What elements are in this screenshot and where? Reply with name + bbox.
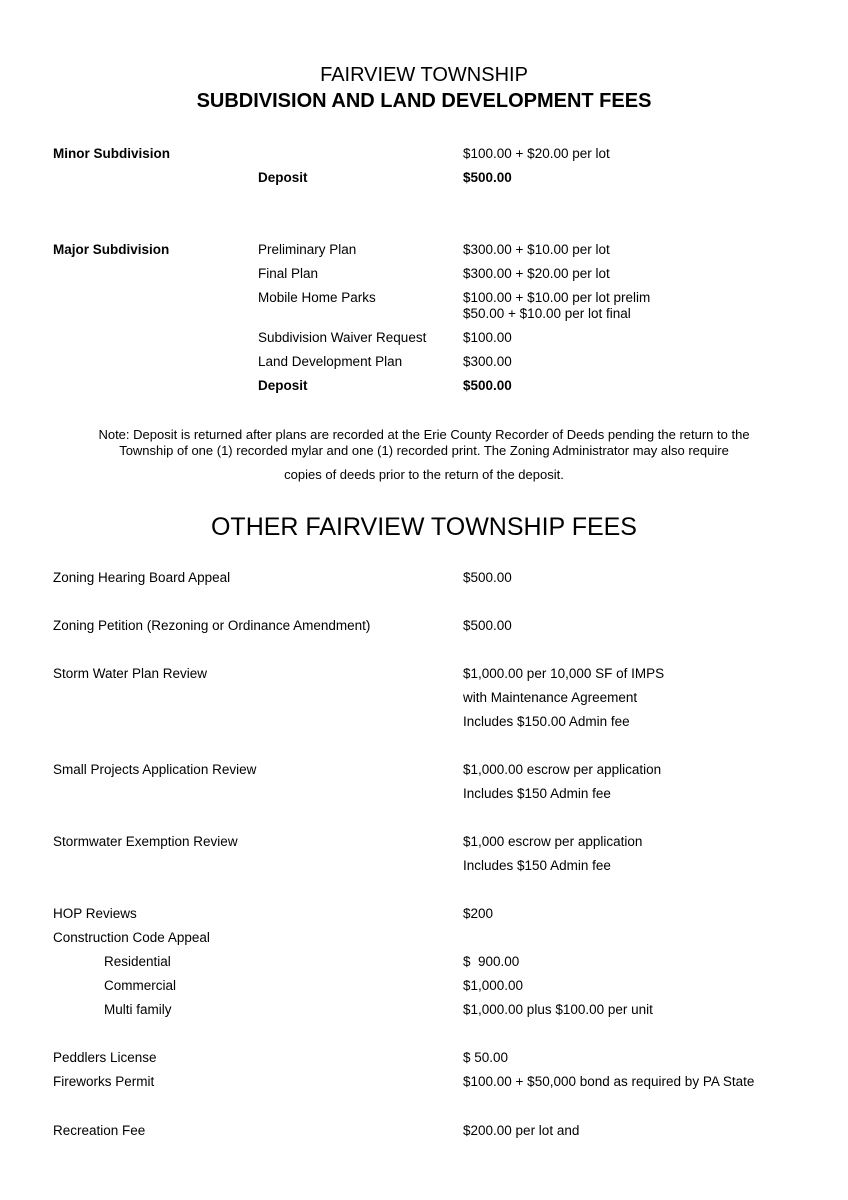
stormwater-exemption-fee-line-2: Includes $150 Admin fee [463, 858, 611, 873]
storm-water-review-fee: $1,000.00 per 10,000 SF of IMPS [463, 666, 665, 681]
mobile-home-parks-fee-prelim: $100.00 + $10.00 per lot prelim [463, 290, 651, 305]
waiver-request-fee: $100.00 [463, 330, 512, 345]
minor-subdivision-fee: $100.00 + $20.00 per lot [463, 146, 610, 161]
land-development-plan-label: Land Development Plan [258, 354, 403, 369]
major-deposit-fee: $500.00 [463, 378, 512, 393]
final-plan-label: Final Plan [258, 266, 319, 281]
minor-deposit-label: Deposit [258, 170, 308, 185]
mobile-home-parks-label: Mobile Home Parks [258, 290, 376, 305]
residential-fee: $ 900.00 [463, 954, 520, 969]
other-fees-title: OTHER FAIRVIEW TOWNSHIP FEES [210, 513, 637, 541]
hop-reviews-fee: $200 [463, 906, 494, 921]
commercial-label: Commercial [104, 978, 177, 993]
zoning-hearing-appeal-label: Zoning Hearing Board Appeal [53, 570, 231, 585]
title-line-1: FAIRVIEW TOWNSHIP [320, 64, 528, 86]
preliminary-plan-fee: $300.00 + $10.00 per lot [463, 242, 610, 257]
note-line-2: Township of one (1) recorded mylar and one (1) recorded print. The Zoning Administrator may also require [119, 443, 729, 458]
residential-label: Residential [104, 954, 171, 969]
zoning-petition-fee: $500.00 [463, 618, 512, 633]
title-line-2: SUBDIVISION AND LAND DEVELOPMENT FEES [196, 90, 652, 112]
recreation-fee-value: $200.00 per lot and [463, 1123, 580, 1138]
storm-water-review-fee-line-2: with Maintenance Agreement [463, 690, 638, 705]
major-subdivision-label: Major Subdivision [53, 242, 170, 257]
commercial-fee: $1,000.00 [463, 978, 524, 993]
final-plan-fee: $300.00 + $20.00 per lot [463, 266, 610, 281]
small-projects-review-label: Small Projects Application Review [53, 762, 257, 777]
small-projects-review-fee-line-2: Includes $150 Admin fee [463, 786, 611, 801]
multi-family-label: Multi family [104, 1002, 172, 1017]
construction-code-appeal-label: Construction Code Appeal [53, 930, 210, 945]
fireworks-permit-label: Fireworks Permit [53, 1074, 155, 1089]
stormwater-exemption-label: Stormwater Exemption Review [53, 834, 238, 849]
mobile-home-parks-fee-final: $50.00 + $10.00 per lot final [463, 306, 631, 321]
small-projects-review-fee: $1,000.00 escrow per application [463, 762, 662, 777]
minor-subdivision-label: Minor Subdivision [53, 146, 170, 161]
fireworks-permit-fee: $100.00 + $50,000 bond as required by PA State [463, 1074, 755, 1089]
recreation-fee-label: Recreation Fee [53, 1123, 146, 1138]
waiver-request-label: Subdivision Waiver Request [258, 330, 427, 345]
hop-reviews-label: HOP Reviews [53, 906, 137, 921]
multi-family-fee: $1,000.00 plus $100.00 per unit [463, 1002, 653, 1017]
peddlers-license-fee: $ 50.00 [463, 1050, 509, 1065]
minor-deposit-fee: $500.00 [463, 170, 512, 185]
note-line-3: copies of deeds prior to the return of the deposit. [284, 467, 564, 482]
stormwater-exemption-fee: $1,000 escrow per application [463, 834, 643, 849]
peddlers-license-label: Peddlers License [53, 1050, 157, 1065]
note-line-1: Note: Deposit is returned after plans are recorded at the Erie County Recorder of Deeds pending the return to the [98, 427, 750, 442]
land-development-plan-fee: $300.00 [463, 354, 512, 369]
storm-water-review-label: Storm Water Plan Review [53, 666, 208, 681]
major-deposit-label: Deposit [258, 378, 308, 393]
storm-water-review-fee-line-3: Includes $150.00 Admin fee [463, 714, 630, 729]
preliminary-plan-label: Preliminary Plan [258, 242, 357, 257]
zoning-petition-label: Zoning Petition (Rezoning or Ordinance Amendment) [53, 618, 371, 633]
zoning-hearing-appeal-fee: $500.00 [463, 570, 512, 585]
